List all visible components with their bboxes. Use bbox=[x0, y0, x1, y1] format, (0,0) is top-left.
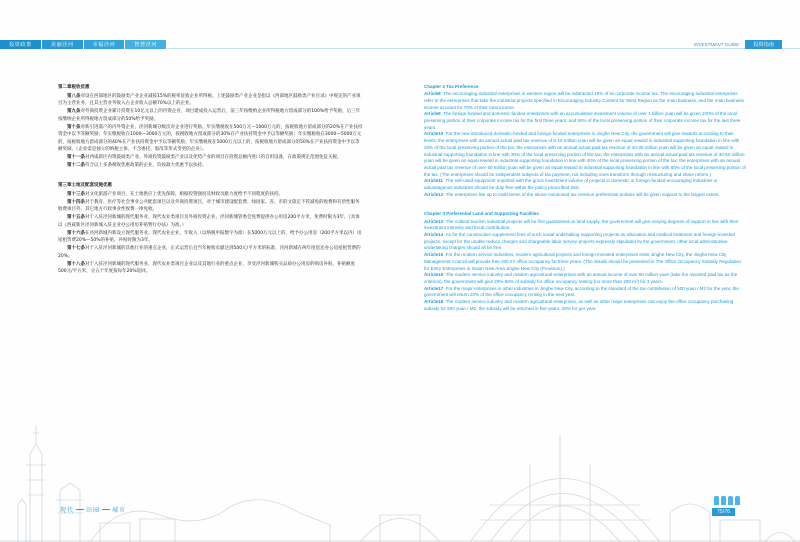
tab-investment-policy[interactable]: 投资政策 bbox=[0, 40, 42, 49]
article15-cn: 第十五条对于入驻泾河新城的现代服务业、现代农业类项目及外商投资企业，泾河新城管委会免费提供办公用房200平方米，免费时限为3年。（具体以《西咸新区泾河新城入驻企业办公用房补贴暂行办法》为准。） bbox=[58, 215, 360, 228]
chapter3-title-cn: 第三章土地及配套设施优惠 bbox=[58, 183, 112, 188]
chapter2-title-en: Chapter 2 Tax Preference bbox=[424, 84, 479, 89]
chapter2-title-cn: 第二章税收优惠 bbox=[58, 85, 90, 90]
article16-cn: 第十六条在泾河新城内新设立现代服务业、现代农业企业，年收入（以纳税申报数字为准）在5000万元以上的，给予办公用房（200平方米以内）房屋租赁费20%—50%的补贴，补贴时限为3年。 bbox=[58, 230, 362, 243]
article14-cn: 第十四条对于教育、医疗等社会事业公共配套项目以及外商投资项目，对于城市建设配套费、绿园家、省、市的文旅定不管减免的收费和有偿性服务收费项目外，其它地方行政事业性收费一律免收。 bbox=[58, 199, 360, 212]
footer-slogan-part3: 城市 bbox=[112, 508, 127, 514]
guide-tab[interactable]: 投资指南 bbox=[745, 40, 782, 49]
chinese-text-column bbox=[58, 84, 363, 276]
article9-en: Article9 The foreign-funded and domestic-funded enterprises with an accumulative investment volume of over 1 billion yuan will be given 100% of the local preserving portion of their corporate income tax for the first three years; and 50% of the local preserving portion of their corporate income tax for the last three years. bbox=[424, 111, 741, 130]
footer-slogan-part1: 现代 bbox=[60, 508, 75, 514]
guide-header bbox=[694, 40, 782, 49]
footer-slogan-part2: 田园 bbox=[86, 508, 101, 514]
article8-cn: 第八条对设在西部地区的鼓励类产业企业减按15%的税率征收企业所得税。上述鼓励类产业企业是指以《西部地区鼓励类产业目录》中规定的产业项目为主营业务，且其主营业务收入占企业收入总额70%以上的企业。 bbox=[58, 93, 361, 106]
article16-en: Article16 The modern service industry and modern agricultural enterprises with an annual income of over 50 million yuan (take the reported paid tax as the criterion), the government will give 20%-50% of subsidy for office occupancy renting (no more than 200 m²) for 3 years. bbox=[424, 272, 738, 284]
article14-en: Article14 As for the construction supplement fees of such social undertaking supporting projects as education and medical treatment and foreign-invested projects, except for the unable-reduce charges and chargeable labor service projects expressly stipulated by the government, other local administrative undertaking charges should all be free. bbox=[424, 232, 735, 251]
article15-en: Article15 For the modern service industries, modern agricultural projects and foreign-invested enterprises enter Jinghe New City, the Jinghe New City Management Council will provide free 200 m² office occupancy for three years. (The details should be presented in The Office Occupancy Subsidy Regulation for Entry Enterprises in Xixian New Area Jinghe New City (Provision).) bbox=[424, 252, 741, 271]
article9-cn: 第九条对外商投资企业累计投资在10亿元以上的内资企业，项目建成投入运营后，前三年按缴纳企业所得税地方留成部分的100%给予奖励，后三年按缴纳企业所得税地方留成部分的50%给予奖励。 bbox=[58, 109, 361, 122]
article17-cn: 第十七条对于入驻泾河新城的其他行业的重点企业，正式运营后且当年税收贡献达到500元/平方米的标准，泾河新城在两年度返还办公房屋租赁费的20%。 bbox=[58, 246, 361, 259]
footer-slogan bbox=[60, 505, 126, 514]
city-skyline-decoration bbox=[0, 395, 800, 542]
article13-cn: 第十三条对文化旅游产业项目，在土地供应上优先保障，根据投资强度及财政贡献力度给予不同程度的扶持。 bbox=[67, 191, 283, 197]
article8-en: Article8 The encouraging industrial enterprises in western region will be subtracted 15% of its corporate income tax. The encouraging industrial enterprises refer to the enterprises that take the industrial projects specified in Encouraging Industry Content for West Region as the main business, and the main business income account for 70% of their total income. bbox=[424, 91, 744, 110]
article13-en: Article13 The cultural tourism industrial projects will be first guaranteed on land supply, the government will give varying degrees of support in line with their investment intensity and fiscal contribution. bbox=[424, 218, 739, 231]
article10-en: Article10 For the new introduced domestic-funded and foreign-funded enterprises in Jinghe New City, the government will give rewards according to their levels: the enterprises with an annual actual paid tax revenue of 5-10 million yuan will be given an equal reward in industrial supporting foundation in line with 20% of the local preserving portion of the tax; the enterprises with an annual actual paid tax revenue of 10-30 million yuan will be given an equal reward in industrial supporting foundation in line with 30% of the local preserving portion of the tax; the enterprises with an annual actual paid tax revenue of 30-50 million yuan will be given an equal reward in industrial supporting foundation in line with 40% of the local preserving portion of the tax; the enterprises with an annual actual paid tax revenue of over 50 million yuan will be given an equal reward in industrial supporting foundation in line with 50% of the local preserving portion of the tax. (The enterprises should be independent subjects of tax payment, not including ones transform through restructuring and share reform.) bbox=[424, 131, 746, 177]
tab-smart-jinghe[interactable]: 智慧泾河 bbox=[125, 40, 167, 49]
article17-en: Article17 For the major enterprises in other industries in Jinghe New City, according to the standard of the tax contribution of 500 yuan / M2 for the year, the government will return 20% of the office occupancy renting in the next year. bbox=[424, 285, 739, 298]
article18-cn: 第十八条对于入驻泾河新城的现代服务业、现代农业类项目企业以及其他行业的重点企业，享受泾河新城购买品质办公用房的购房补贴，补贴额度500元/平方米，分五个年度按每年20%返回。 bbox=[58, 261, 355, 274]
tab-happy-jinghe[interactable]: 幸福泾河 bbox=[84, 40, 126, 49]
chapter3-title-en: Chapter 3 Preferential Land and Supporting Facilities bbox=[424, 211, 539, 217]
article10-cn: 第十条对新引进落户的内外资企业，泾河新城分级次对企业进行奖励。年实缴税收在500万元—1000万元的，按税收地方留成部分的20%在产业扶持资金中以予等额奖励；年实缴税收在1000—3000万元的，按税收地方留成部分的30%在产业扶持资金中予以等额奖励；年实缴税收在3000—5000万元的，按税收地方留成部分的40%在产业扶持资金中予以等额奖励；年实缴税收在5000万元以上的，按税收地方留成部分的50%在产业扶持资金中予以等额奖励。（企业需是独立的纳税主体，不含委托、股改等形式变更的企业）。 bbox=[58, 124, 363, 152]
article12-cn: 第十二条符合以上多条税收优惠政策的企业，均按最大优惠予以扶持。 bbox=[67, 163, 207, 168]
article12-en: Article12 The enterprises live up to multi-terms of the above mentioned tax revenue preferential policies will be given support to the largest extent. bbox=[424, 191, 720, 197]
article11-en: Article11 The self-used equipment imported with the gross investment volume of projects in domestic or foreign-funded encouraging industries or advantageous industries should be duty-free within the policy prescribed limit. bbox=[424, 178, 718, 191]
article18-en: Article18 The modern service industry and modern agricultural enterprises, as well as other major enterprises can enjoy the office occupancy purchasing subsidy for 500 yuan / M2, the subsidy will be returned in five years, 20% for per year. bbox=[424, 299, 734, 311]
section-tabs bbox=[0, 40, 167, 49]
page-number: 75/76 bbox=[712, 508, 735, 516]
tab-beautiful-jinghe[interactable]: 美丽泾河 bbox=[42, 40, 84, 49]
logo-mark-icon bbox=[714, 496, 740, 505]
guide-label: INVESTMENT GUIDE bbox=[693, 42, 740, 47]
english-text-column bbox=[424, 84, 746, 313]
article11-cn: 第十一条对西咸新区内资鼓励类产业、外商投资鼓励类产业以及优势产业的项目在投资总额内进口的自用设备，在政策规定范围免征关税。 bbox=[67, 155, 342, 160]
